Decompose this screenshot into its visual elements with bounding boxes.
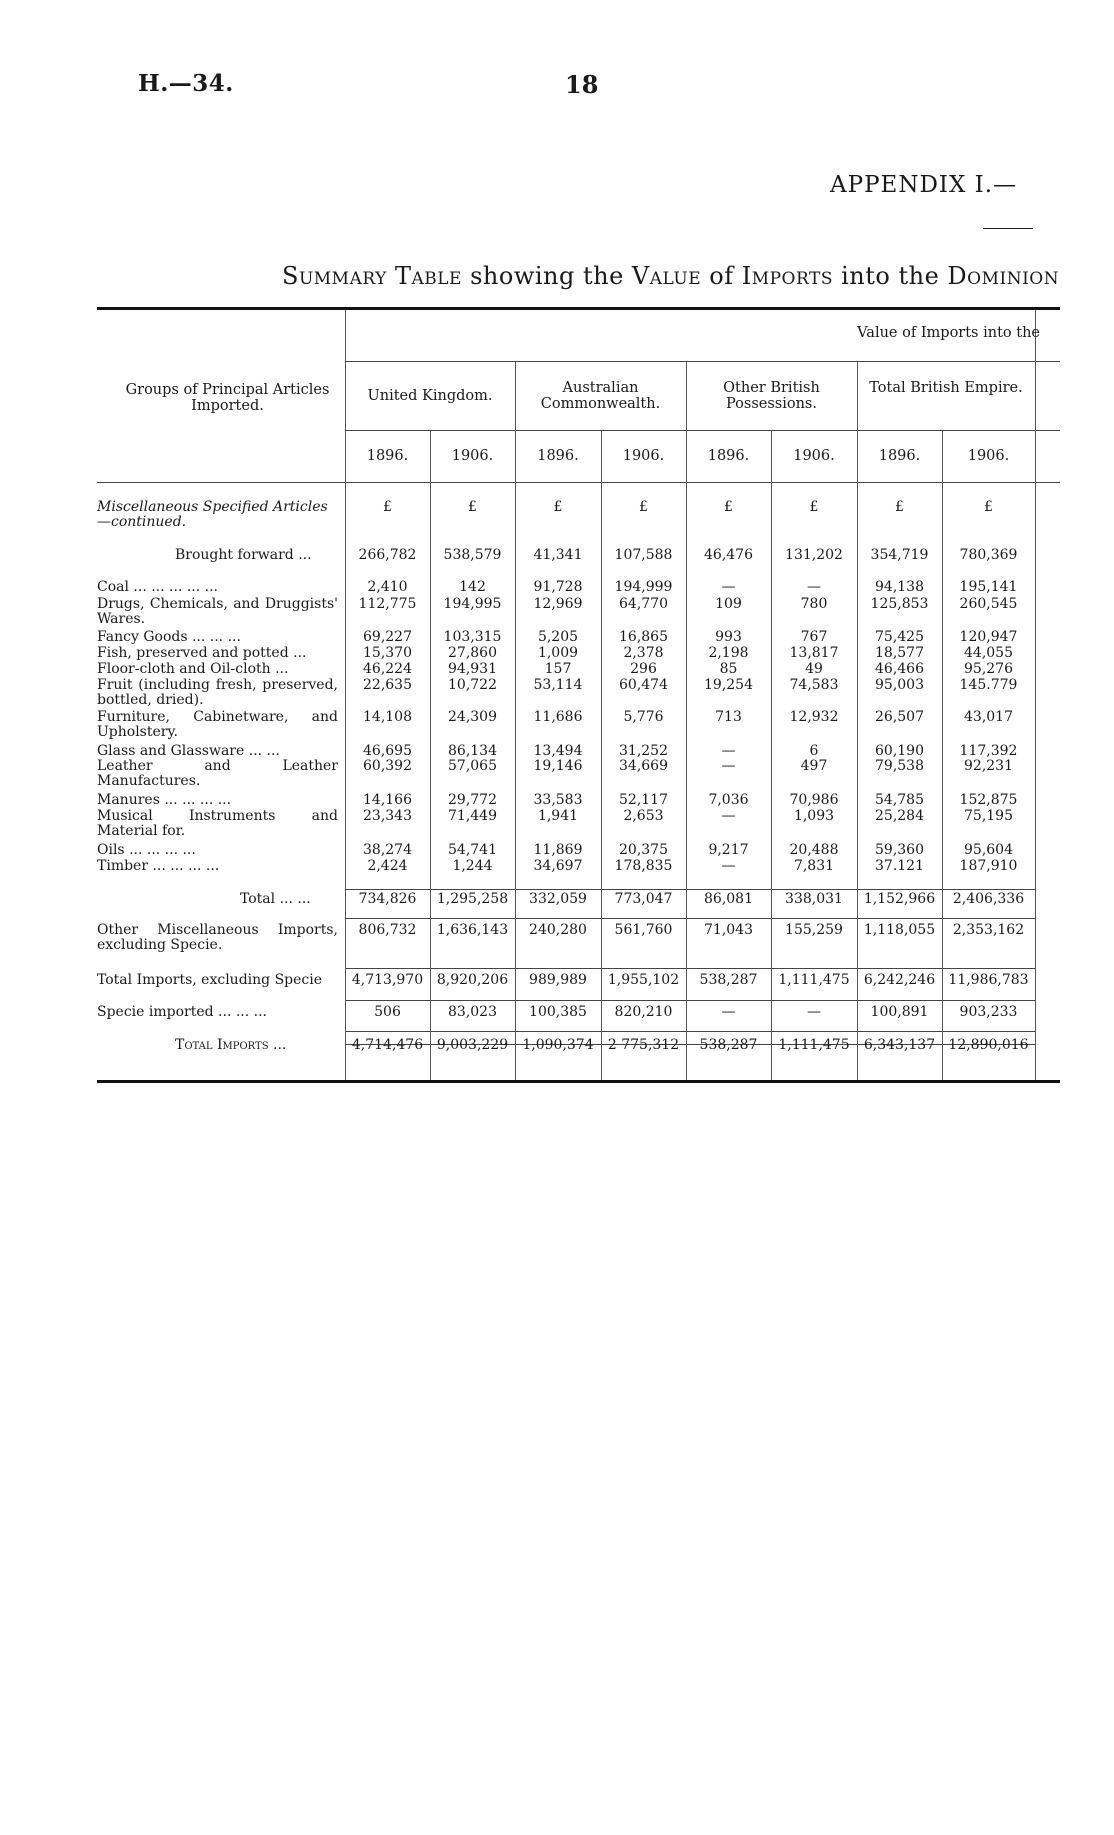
year-header: 1896.: [537, 448, 579, 464]
table-cell: 18,577: [875, 645, 924, 661]
table-cell: 74,583: [789, 677, 839, 693]
table-cell: 19,146: [533, 758, 583, 774]
table-cell: 16,865: [619, 629, 668, 645]
column-divider: [345, 310, 346, 1080]
table-cell: 806,732: [358, 922, 417, 938]
table-cell: 1,244: [452, 858, 493, 874]
table-cell: 70,986: [789, 792, 839, 808]
table-cell: 60,474: [619, 677, 668, 693]
currency-symbol: £: [383, 499, 392, 515]
table-cell: 6,343,137: [863, 1037, 936, 1053]
year-header: 1896.: [878, 448, 921, 464]
table-cell: 1,111,475: [778, 972, 850, 988]
table-cell: 354,719: [870, 547, 929, 563]
table-cell: 2,353,162: [952, 922, 1025, 938]
table-cell: 22,635: [363, 677, 412, 693]
table-cell: 79,538: [875, 758, 924, 774]
table-cell: 25,284: [875, 808, 924, 824]
table-cell: 64,770: [619, 596, 668, 612]
table-cell: 187,910: [959, 858, 1018, 874]
table-cell: 538,579: [443, 547, 502, 563]
row-label: Fish, preserved and potted ...: [97, 645, 307, 661]
row-label: Oils ... ... ... ...: [97, 842, 196, 858]
table-cell: 86,134: [448, 743, 497, 759]
table-cell: 5,776: [623, 709, 664, 725]
title-word: Dominion: [947, 262, 1060, 290]
table-cell: 91,728: [533, 579, 583, 595]
total-rule: [345, 918, 1035, 919]
table-cell: 24,309: [448, 709, 497, 725]
table-cell: 538,287: [699, 1037, 758, 1053]
table-cell: 734,826: [358, 891, 417, 907]
currency-symbol: £: [809, 499, 819, 515]
table-cell: 112,775: [358, 596, 417, 612]
row-label: Leather and Leather Manufactures.: [97, 758, 338, 789]
table-cell: —: [807, 1004, 821, 1020]
currency-symbol: £: [553, 499, 563, 515]
table-cell: 12,890,016: [948, 1037, 1029, 1053]
table-cell: 71,449: [448, 808, 497, 824]
group-header-australian-commonwealth: Australian Commonwealth.: [540, 380, 661, 412]
total-rule: [345, 1031, 1035, 1032]
year-header: 1906.: [622, 448, 665, 464]
table-cell: 83,023: [448, 1004, 497, 1020]
table-cell: —: [721, 758, 736, 774]
table-cell: 54,741: [448, 842, 497, 858]
table-cell: 7,831: [793, 858, 835, 874]
table-cell: 6,242,246: [863, 972, 936, 988]
table-cell: 75,425: [875, 629, 924, 645]
table-cell: 260,545: [959, 596, 1018, 612]
table-cell: 2,378: [623, 645, 664, 661]
table-cell: 43,017: [964, 709, 1013, 725]
row-label: Fancy Goods ... ... ...: [97, 629, 241, 645]
page-number: 18: [565, 70, 599, 99]
group-header-united-kingdom: United Kingdom.: [367, 388, 493, 404]
table-cell: 194,995: [443, 596, 502, 612]
table-cell: 38,274: [363, 842, 412, 858]
title-word: of: [701, 262, 742, 290]
table-cell: 53,114: [533, 677, 583, 693]
currency-symbol: £: [639, 499, 648, 515]
table-cell: 1,152,966: [863, 891, 936, 907]
table-cell: 538,287: [699, 972, 758, 988]
table-cell: 95,276: [964, 661, 1013, 677]
table-title: [282, 262, 1059, 290]
row-label: Furniture, Cabinetware, and Upholstery.: [97, 709, 338, 740]
table-cell: 60,392: [363, 758, 412, 774]
table-cell: 23,343: [363, 808, 412, 824]
table-cell: 497: [800, 758, 828, 774]
table-cell: 10,722: [448, 677, 497, 693]
total-rule: [345, 968, 1035, 969]
table-cell: —: [721, 743, 736, 759]
table-cell: 773,047: [614, 891, 673, 907]
row-label: Total Imports, excluding Specie: [97, 972, 323, 988]
row-label: Fruit (including fresh, preserved, bottled, dried).: [97, 677, 338, 708]
table-cell: 820,210: [614, 1004, 673, 1020]
row-label: Timber ... ... ... ...: [97, 858, 220, 874]
table-cell: 31,252: [619, 743, 668, 759]
table-cell: 100,385: [529, 1004, 587, 1020]
table-cell: 95,604: [964, 842, 1013, 858]
table-cell: 1,941: [537, 808, 579, 824]
table-cell: 9,003,229: [436, 1037, 509, 1053]
table-cell: 26,507: [875, 709, 924, 725]
table-cell: 92,231: [964, 758, 1013, 774]
table-cell: 37.121: [875, 858, 924, 874]
table-cell: 107,588: [614, 547, 673, 563]
table-cell: 240,280: [529, 922, 587, 938]
column-divider: [1035, 310, 1036, 1080]
group-header-total-british-empire: Total British Empire.: [869, 380, 1023, 396]
table-cell: 506: [374, 1004, 401, 1020]
table-cell: 100,891: [870, 1004, 929, 1020]
table-cell: 109: [715, 596, 742, 612]
table-cell: 86,081: [704, 891, 753, 907]
table-cell: 9,217: [708, 842, 749, 858]
top-rule: [97, 307, 1060, 310]
table-cell: 120,947: [959, 629, 1018, 645]
table-cell: 12,969: [533, 596, 583, 612]
table-cell: 117,392: [959, 743, 1018, 759]
table-cell: 33,583: [533, 792, 583, 808]
title-word: into the: [832, 262, 948, 290]
table-cell: 561,760: [614, 922, 673, 938]
table-cell: 46,224: [363, 661, 412, 677]
table-cell: 296: [630, 661, 657, 677]
header-rule: [345, 361, 1060, 362]
year-header: 1906.: [967, 448, 1010, 464]
table-cell: 2,410: [367, 579, 408, 595]
table-cell: —: [721, 808, 736, 824]
table-cell: 20,488: [789, 842, 839, 858]
table-cell: 157: [544, 661, 572, 677]
table-cell: 69,227: [363, 629, 412, 645]
table-cell: 8,920,206: [436, 972, 509, 988]
table-cell: 1,118,055: [863, 922, 936, 938]
table-cell: 6: [809, 743, 819, 759]
title-word: Value: [631, 262, 702, 290]
table-cell: 178,835: [614, 858, 673, 874]
table-cell: 1,090,374: [522, 1037, 594, 1053]
bottom-rule: [97, 1080, 1060, 1083]
table-cell: 125,853: [870, 596, 929, 612]
header-rule: [97, 482, 1060, 483]
table-cell: 1,111,475: [778, 1037, 850, 1053]
row-label: Manures ... ... ... ...: [97, 792, 232, 808]
row-label: Glass and Glassware ... ...: [97, 743, 280, 759]
table-cell: 11,686: [533, 709, 583, 725]
section-label: Miscellaneous Specified Articles —continued.: [97, 499, 328, 530]
table-cell: 5,205: [537, 629, 579, 645]
table-cell: 1,636,143: [436, 922, 509, 938]
table-cell: 13,494: [533, 743, 583, 759]
table-cell: 2,653: [623, 808, 664, 824]
super-header: Value of Imports into the: [857, 325, 1040, 341]
table-cell: 34,697: [533, 858, 583, 874]
table-cell: 2,198: [708, 645, 749, 661]
table-cell: —: [721, 1004, 736, 1020]
table-cell: —: [721, 579, 736, 595]
row-label: Total ... ...: [240, 891, 311, 907]
row-label: Musical Instruments and Material for.: [97, 808, 338, 839]
currency-symbol: £: [468, 499, 477, 515]
table-cell: 44,055: [964, 645, 1013, 661]
table-cell: 989,989: [529, 972, 587, 988]
table-cell: 60,190: [875, 743, 924, 759]
group-header-other-british: Other British Possessions.: [723, 380, 820, 412]
table-cell: 7,036: [708, 792, 749, 808]
page-reference: H.—34.: [138, 70, 234, 97]
table-cell: 71,043: [704, 922, 753, 938]
year-header: 1896.: [707, 448, 750, 464]
table-cell: 4,714,476: [351, 1037, 424, 1053]
title-word: Imports: [741, 262, 833, 290]
table-cell: 338,031: [785, 891, 843, 907]
row-header-label: Groups of Principal Articles Imported.: [125, 382, 330, 414]
table-cell: 713: [715, 709, 742, 725]
total-rule: [345, 889, 1035, 890]
table-cell: 41,341: [533, 547, 583, 563]
year-header: 1906.: [451, 448, 494, 464]
table-cell: 27,860: [448, 645, 497, 661]
currency-symbol: £: [895, 499, 904, 515]
header-rule: [345, 430, 1060, 431]
table-cell: —: [807, 579, 821, 595]
table-cell: 52,117: [619, 792, 668, 808]
table-cell: 780: [800, 596, 828, 612]
table-cell: 332,059: [529, 891, 587, 907]
table-cell: 85: [719, 661, 738, 677]
table-cell: 1,955,102: [607, 972, 680, 988]
table-cell: 155,259: [785, 922, 843, 938]
table-cell: 152,875: [959, 792, 1018, 808]
table-cell: 903,233: [959, 1004, 1018, 1020]
table-cell: 103,315: [443, 629, 502, 645]
row-label: Drugs, Chemicals, and Druggists' Wares.: [97, 596, 338, 627]
table-cell: 54,785: [875, 792, 924, 808]
year-header: 1906.: [793, 448, 835, 464]
row-label: Coal ... ... ... ... ...: [97, 579, 218, 595]
table-cell: 59,360: [875, 842, 924, 858]
row-label: Brought forward ...: [175, 547, 312, 563]
table-cell: 46,476: [704, 547, 753, 563]
table-cell: 20,375: [619, 842, 668, 858]
title-word: Summary: [282, 262, 387, 290]
title-word: Table: [386, 262, 462, 290]
table-cell: 2,424: [367, 858, 408, 874]
table-cell: 95,003: [875, 677, 924, 693]
table-cell: 49: [805, 661, 823, 677]
table-cell: 94,931: [448, 661, 497, 677]
currency-symbol: £: [724, 499, 733, 515]
table-cell: 145.779: [959, 677, 1018, 693]
table-cell: 195,141: [959, 579, 1018, 595]
appendix-underline: [983, 228, 1033, 229]
table-cell: 57,065: [448, 758, 497, 774]
table-cell: —: [721, 858, 736, 874]
table-cell: 767: [800, 629, 828, 645]
table-cell: 266,782: [358, 547, 417, 563]
row-label: Other Miscellaneous Imports, excluding Specie.: [97, 922, 338, 953]
row-label: Floor-cloth and Oil-cloth ...: [97, 661, 289, 677]
table-cell: 34,669: [619, 758, 668, 774]
table-cell: 14,166: [363, 792, 412, 808]
table-cell: 29,772: [448, 792, 497, 808]
table-cell: 14,108: [363, 709, 412, 725]
table-cell: 12,932: [789, 709, 839, 725]
row-label: Specie imported ... ... ...: [97, 1004, 268, 1020]
table-cell: 1,295,258: [436, 891, 509, 907]
table-cell: 46,466: [875, 661, 924, 677]
table-cell: 11,986,783: [948, 972, 1029, 988]
table-cell: 15,370: [363, 645, 412, 661]
table-cell: 993: [715, 629, 742, 645]
title-word: showing the: [461, 262, 632, 290]
total-rule: [345, 1000, 1035, 1001]
currency-symbol: £: [984, 499, 993, 515]
table-cell: 19,254: [704, 677, 753, 693]
row-label: Total Imports ...: [175, 1037, 287, 1053]
table-cell: 1,093: [793, 808, 835, 824]
table-cell: 11,869: [533, 842, 583, 858]
appendix-heading: APPENDIX I.—: [830, 172, 1018, 198]
table-cell: 2 775,312: [607, 1037, 680, 1053]
table-cell: 780,369: [959, 547, 1018, 563]
table-cell: 1,009: [537, 645, 579, 661]
table-cell: 131,202: [785, 547, 843, 563]
table-cell: 142: [459, 579, 486, 595]
table-cell: 94,138: [875, 579, 924, 595]
table-cell: 13,817: [789, 645, 839, 661]
table-cell: 4,713,970: [351, 972, 424, 988]
table-cell: 46,695: [363, 743, 412, 759]
year-header: 1896.: [366, 448, 409, 464]
table-cell: 75,195: [964, 808, 1013, 824]
table-cell: 194,999: [614, 579, 673, 595]
table-cell: 2,406,336: [952, 891, 1025, 907]
